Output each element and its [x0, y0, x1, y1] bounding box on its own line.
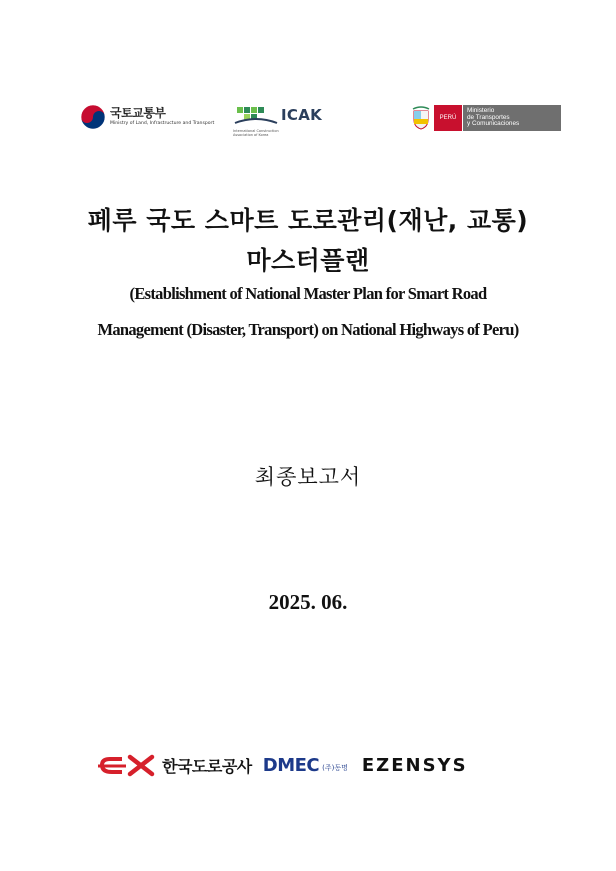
dmec-name: DMEC — [262, 754, 320, 776]
peru-ministry-line: y Comunicaciones — [467, 120, 520, 128]
icak-subtitle: International Construction Association of Korea — [233, 129, 279, 138]
footer-logos — [96, 752, 468, 778]
molit-logo — [80, 104, 214, 130]
icak-logo — [233, 105, 323, 138]
title-en-line-1: (Establishment of National Master Plan for Smart Road — [129, 284, 487, 303]
icak-mark-icon — [233, 105, 279, 127]
report-date: 2025. 06. — [268, 590, 348, 614]
peru-ministry-name — [462, 105, 561, 131]
molit-name-en: Ministry of Land, Infrastructure and Transport — [110, 121, 215, 127]
report-type: 최종보고서 — [254, 465, 362, 489]
molit-name-kr: 국토교통부 — [110, 106, 166, 121]
title-kr-line-2: 마스터플랜 — [246, 246, 370, 275]
korea-expressway-ex-icon — [96, 753, 158, 777]
taegeuk-emblem-icon — [80, 104, 106, 130]
ezensys-name: EZENSYS — [361, 754, 468, 776]
kec-name: 한국도로공사 — [162, 756, 252, 776]
title-en-line-2: Management (Disaster, Transport) on National Highways of Peru) — [97, 320, 519, 339]
icak-name: ICAK — [281, 106, 323, 124]
peru-label: PERÚ — [434, 105, 462, 131]
peru-ministry-line: Ministerio — [467, 106, 495, 114]
title-kr-line-1: 페루 국도 스마트 도로관리(재난, 교통) — [87, 206, 529, 235]
peru-mtc-logo — [411, 105, 561, 131]
peru-ministry-line: de Transportes — [467, 113, 510, 121]
dmec-name-kr: (주)동명 — [322, 764, 348, 772]
peru-coat-of-arms-icon — [411, 105, 431, 131]
